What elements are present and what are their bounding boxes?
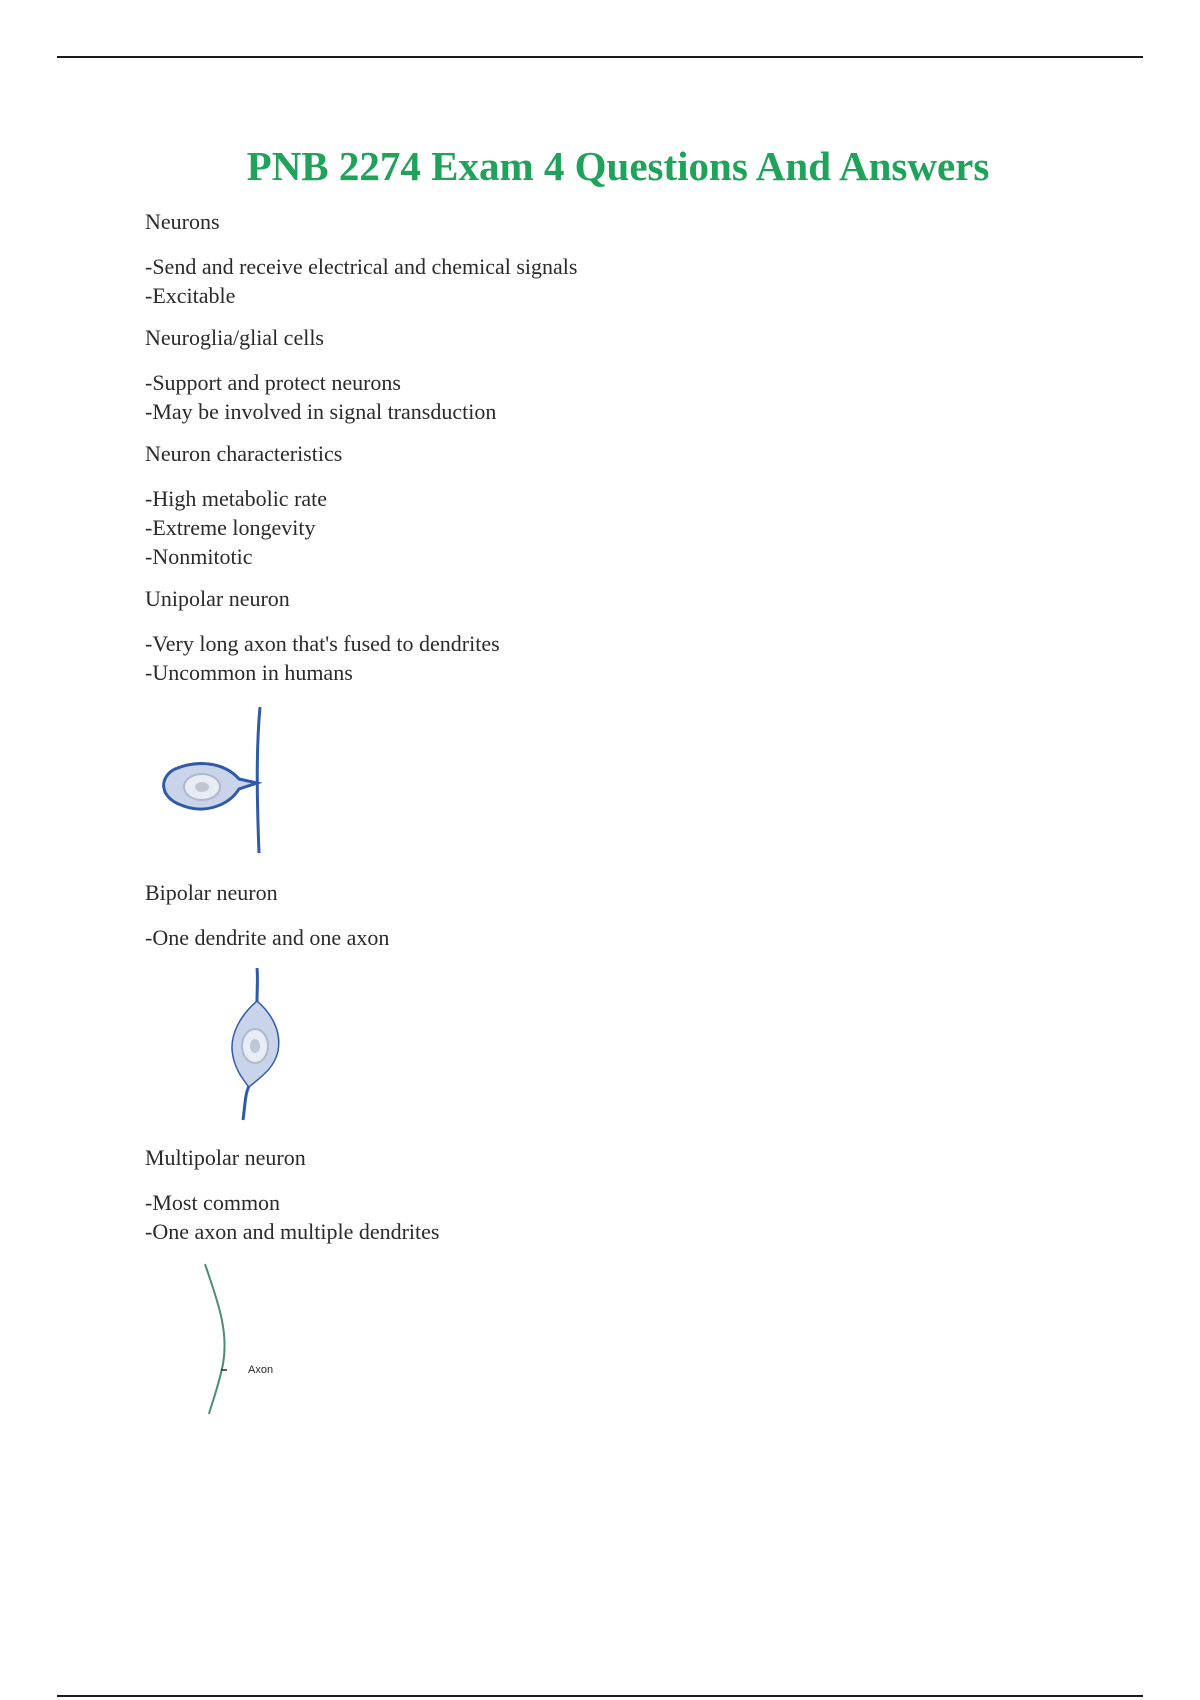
multipolar-neuron-drawing xyxy=(145,1260,325,1416)
definition-line: -Most common xyxy=(145,1190,281,1215)
card-term: Bipolar neuron xyxy=(145,880,278,905)
card-definition xyxy=(145,923,1105,952)
card-definition xyxy=(145,368,1105,426)
axon-label: Axon xyxy=(248,1364,274,1376)
unipolar-neuron-image xyxy=(145,701,325,857)
definition-line: -Send and receive electrical and chemical signals xyxy=(145,254,578,279)
definition-line: -Nonmitotic xyxy=(145,544,253,569)
card-neuroglia xyxy=(145,324,1105,426)
definition-line: -One dendrite and one axon xyxy=(145,925,390,950)
card-definition xyxy=(145,484,1105,571)
card-term: Unipolar neuron xyxy=(145,586,290,611)
bottom-rule xyxy=(57,1695,1143,1697)
page-title: PNB 2274 Exam 4 Questions And Answers xyxy=(246,143,990,189)
bipolar-neuron-image xyxy=(145,966,325,1122)
unipolar-neuron-drawing xyxy=(145,701,325,857)
card-neuron-characteristics xyxy=(145,440,1105,571)
definition-line: -Support and protect neurons xyxy=(145,370,401,395)
card-term: Neuroglia/glial cells xyxy=(145,325,324,350)
definition-line: -One axon and multiple dendrites xyxy=(145,1219,440,1244)
card-bipolar-neuron xyxy=(145,879,1105,1122)
definition-line: -Uncommon in humans xyxy=(145,660,353,685)
card-definition xyxy=(145,252,1105,310)
card-term: Neuron characteristics xyxy=(145,441,343,466)
definition-line: -May be involved in signal transduction xyxy=(145,399,497,424)
definition-line: -Very long axon that's fused to dendrites xyxy=(145,631,500,656)
flashcard-list xyxy=(145,208,1105,1438)
card-term: Multipolar neuron xyxy=(145,1145,306,1170)
card-unipolar-neuron xyxy=(145,585,1105,857)
bipolar-neuron-drawing xyxy=(145,966,325,1122)
definition-line: -Extreme longevity xyxy=(145,515,316,540)
card-definition xyxy=(145,629,1105,687)
definition-line: -Excitable xyxy=(145,283,236,308)
card-multipolar-neuron xyxy=(145,1144,1105,1416)
top-rule xyxy=(57,56,1143,58)
card-neurons xyxy=(145,208,1105,310)
card-term: Neurons xyxy=(145,209,220,234)
multipolar-neuron-image xyxy=(145,1260,325,1416)
definition-line: -High metabolic rate xyxy=(145,486,328,511)
card-definition xyxy=(145,1188,1105,1246)
